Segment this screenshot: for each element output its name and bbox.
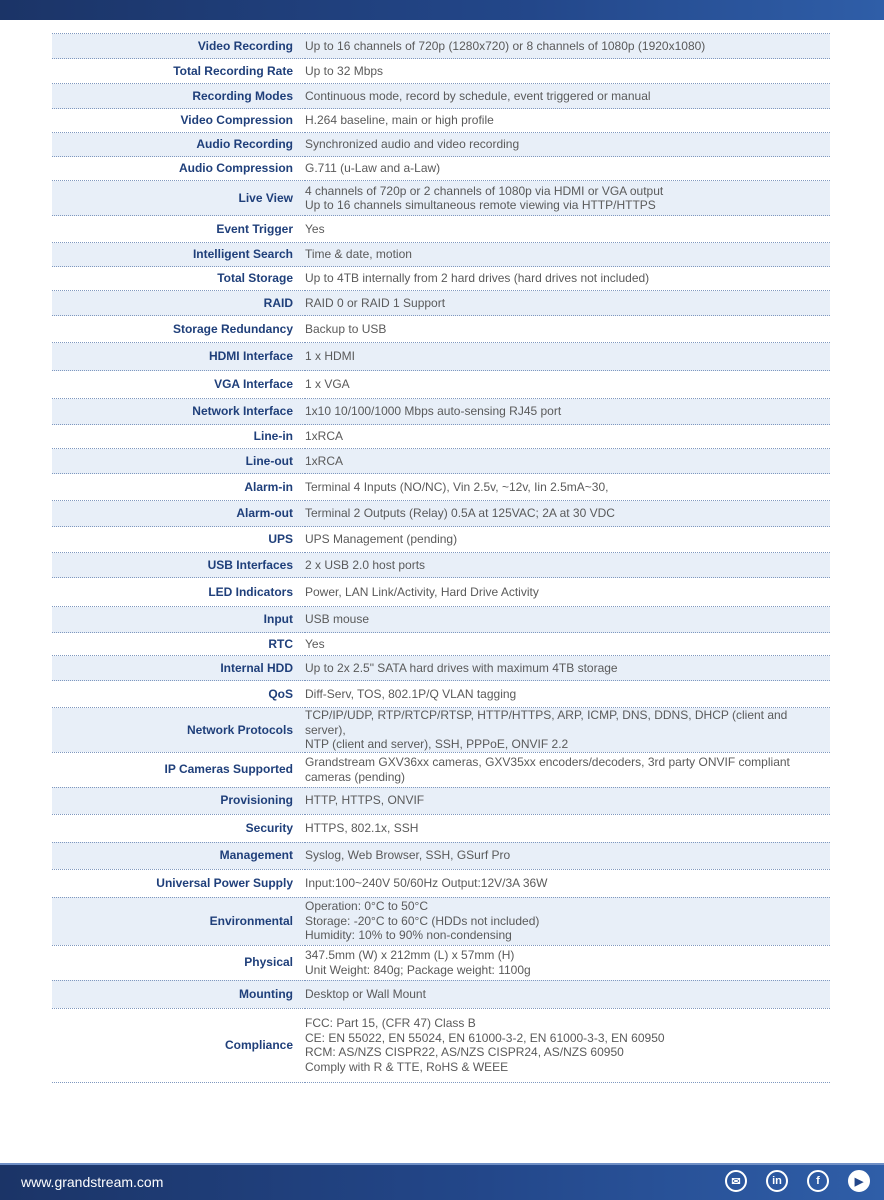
spec-value — [305, 633, 830, 656]
spec-label: Network Protocols — [52, 708, 305, 753]
spec-label: Network Interface — [52, 399, 305, 425]
spec-value — [305, 578, 830, 607]
spec-value — [305, 814, 830, 842]
spec-value-line: Up to 16 channels of 720p (1280x720) or 8 channels of 1080p (1920x1080) — [305, 38, 706, 53]
spec-value-line: Diff-Serv, TOS, 802.1P/Q VLAN tagging — [305, 686, 517, 701]
spec-row — [52, 814, 830, 842]
spec-value-line: UPS Management (pending) — [305, 532, 458, 547]
spec-value-line: HTTPS, 802.1x, SSH — [305, 820, 419, 835]
spec-label: Environmental — [52, 897, 305, 945]
spec-row — [52, 243, 830, 267]
spec-value-line: RAID 0 or RAID 1 Support — [305, 295, 446, 310]
spec-value — [305, 181, 830, 216]
spec-value-line: Operation: 0°C to 50°C — [305, 899, 428, 914]
youtube-icon[interactable]: ▶ — [848, 1170, 870, 1192]
spec-value — [305, 59, 830, 84]
spec-row — [52, 59, 830, 84]
spec-value — [305, 501, 830, 527]
spec-value-line: 4 channels of 720p or 2 channels of 1080p via HDMI or VGA output — [305, 183, 664, 198]
spec-label: USB Interfaces — [52, 553, 305, 578]
spec-row — [52, 527, 830, 553]
spec-row — [52, 157, 830, 181]
spec-value — [305, 681, 830, 708]
spec-row — [52, 474, 830, 501]
spec-row — [52, 897, 830, 945]
spec-value-line: Power, LAN Link/Activity, Hard Drive Activity — [305, 584, 539, 599]
spec-row — [52, 869, 830, 897]
spec-row — [52, 633, 830, 656]
spec-value-line: 1x10 10/100/1000 Mbps auto-sensing RJ45 port — [305, 404, 562, 419]
spec-row — [52, 343, 830, 371]
spec-value-line: TCP/IP/UDP, RTP/RTCP/RTSP, HTTP/HTTPS, ARP, ICMP, DNS, DDNS, DHCP (client and server), — [305, 708, 788, 737]
spec-label: Video Recording — [52, 34, 305, 59]
spec-value-line: RCM: AS/NZS CISPR22, AS/NZS CISPR24, AS/NZS 60950 — [305, 1045, 624, 1059]
spec-value-line: Backup to USB — [305, 321, 387, 336]
spec-value-line: H.264 baseline, main or high profile — [305, 113, 494, 128]
spec-label: Recording Modes — [52, 84, 305, 109]
spec-value-line: 347.5mm (W) x 212mm (L) x 57mm (H) — [305, 948, 515, 962]
spec-label: Total Storage — [52, 267, 305, 291]
spec-value-line: Humidity: 10% to 90% non-condensing — [305, 928, 512, 943]
spec-value-line: USB mouse — [305, 612, 370, 627]
footer — [0, 1163, 884, 1200]
spec-row — [52, 578, 830, 607]
spec-value-line: Unit Weight: 840g; Package weight: 1100g — [305, 962, 531, 977]
spec-label: Input — [52, 607, 305, 633]
spec-label: Security — [52, 814, 305, 842]
social-icons — [725, 1170, 870, 1192]
spec-label: Event Trigger — [52, 216, 305, 243]
spec-label: RAID — [52, 291, 305, 316]
spec-value-line: HTTP, HTTPS, ONVIF — [305, 793, 425, 808]
spec-value — [305, 371, 830, 399]
spec-label: HDMI Interface — [52, 343, 305, 371]
top-banner — [0, 0, 884, 20]
spec-row — [52, 399, 830, 425]
spec-value-line: 1xRCA — [305, 453, 344, 468]
spec-row — [52, 133, 830, 157]
spec-label: RTC — [52, 633, 305, 656]
spec-value — [305, 109, 830, 133]
spec-value — [305, 708, 830, 753]
spec-label: UPS — [52, 527, 305, 553]
spec-value — [305, 243, 830, 267]
spec-row — [52, 109, 830, 133]
spec-value — [305, 216, 830, 243]
spec-label: Storage Redundancy — [52, 316, 305, 343]
spec-value-line: Grandstream GXV36xx cameras, GXV35xx encoders/decoders, 3rd party ONVIF compliant — [305, 755, 790, 769]
spec-table — [52, 33, 830, 1083]
spec-value — [305, 527, 830, 553]
spec-row — [52, 553, 830, 578]
spec-label: VGA Interface — [52, 371, 305, 399]
spec-value-line: Up to 4TB internally from 2 hard drives (hard drives not included) — [305, 271, 650, 286]
spec-label: Live View — [52, 181, 305, 216]
spec-value-line: cameras (pending) — [305, 769, 406, 784]
spec-row — [52, 34, 830, 59]
spec-row — [52, 501, 830, 527]
spec-value-line: CE: EN 55022, EN 55024, EN 61000-3-2, EN 61000-3-3, EN 60950 — [305, 1030, 665, 1045]
spec-label: Mounting — [52, 980, 305, 1008]
spec-label: Alarm-in — [52, 474, 305, 501]
spec-value — [305, 157, 830, 181]
spec-value — [305, 34, 830, 59]
spec-row — [52, 752, 830, 787]
spec-value-line: Yes — [305, 221, 325, 236]
spec-value — [305, 449, 830, 474]
spec-value — [305, 553, 830, 578]
spec-value — [305, 474, 830, 501]
spec-value-line: FCC: Part 15, (CFR 47) Class B — [305, 1016, 476, 1030]
spec-label: Provisioning — [52, 787, 305, 814]
spec-value — [305, 291, 830, 316]
spec-value — [305, 842, 830, 869]
spec-value-line: Up to 16 channels simultaneous remote viewing via HTTP/HTTPS — [305, 198, 656, 212]
spec-row — [52, 842, 830, 869]
spec-value-line: 1xRCA — [305, 429, 344, 444]
facebook-icon[interactable]: f — [807, 1170, 829, 1192]
spec-label: Physical — [52, 945, 305, 980]
linkedin-icon[interactable]: in — [766, 1170, 788, 1192]
spec-value-line: Comply with R & TTE, RoHS & WEEE — [305, 1059, 509, 1074]
spec-value-line: Syslog, Web Browser, SSH, GSurf Pro — [305, 848, 511, 863]
spec-label: Intelligent Search — [52, 243, 305, 267]
spec-label: Line-out — [52, 449, 305, 474]
spec-value-line: Up to 2x 2.5" SATA hard drives with maximum 4TB storage — [305, 660, 618, 675]
spec-value-line: Time & date, motion — [305, 247, 412, 262]
spec-value — [305, 343, 830, 371]
spec-row — [52, 656, 830, 681]
spec-value-line: Continuous mode, record by schedule, event triggered or manual — [305, 88, 651, 103]
spec-row — [52, 708, 830, 753]
spec-value-line: NTP (client and server), SSH, PPPoE, ONVIF 2.2 — [305, 737, 569, 751]
spec-value — [305, 267, 830, 291]
spec-row — [52, 607, 830, 633]
spec-value — [305, 425, 830, 449]
spec-row — [52, 425, 830, 449]
spec-label: Line-in — [52, 425, 305, 449]
spec-value — [305, 316, 830, 343]
spec-label: Compliance — [52, 1008, 305, 1082]
spec-label: Audio Compression — [52, 157, 305, 181]
spec-label: Total Recording Rate — [52, 59, 305, 84]
spec-label: Management — [52, 842, 305, 869]
spec-row — [52, 371, 830, 399]
spec-label: Alarm-out — [52, 501, 305, 527]
spec-row — [52, 980, 830, 1008]
spec-row — [52, 449, 830, 474]
spec-value — [305, 980, 830, 1008]
spec-value — [305, 399, 830, 425]
spec-label: Universal Power Supply — [52, 869, 305, 897]
spec-row — [52, 84, 830, 109]
spec-value — [305, 869, 830, 897]
spec-value — [305, 787, 830, 814]
spec-value-line: Synchronized audio and video recording — [305, 137, 520, 152]
spec-value — [305, 897, 830, 945]
spec-row — [52, 181, 830, 216]
spec-value-line: Storage: -20°C to 60°C (HDDs not included) — [305, 913, 540, 928]
spec-row — [52, 681, 830, 708]
spec-row — [52, 216, 830, 243]
spec-value-line: 2 x USB 2.0 host ports — [305, 557, 426, 572]
spec-label: LED Indicators — [52, 578, 305, 607]
spec-label: Internal HDD — [52, 656, 305, 681]
spec-label: Audio Recording — [52, 133, 305, 157]
spec-row — [52, 291, 830, 316]
spec-row — [52, 945, 830, 980]
spec-value — [305, 607, 830, 633]
spec-row — [52, 316, 830, 343]
spec-value-line: Yes — [305, 636, 325, 651]
spec-value — [305, 1008, 830, 1082]
spec-value-line: Terminal 2 Outputs (Relay) 0.5A at 125VAC; 2A at 30 VDC — [305, 506, 615, 521]
spec-value-line: 1 x HDMI — [305, 349, 356, 364]
spec-value — [305, 656, 830, 681]
spec-value-line: Terminal 4 Inputs (NO/NC), Vin 2.5v, ~12v, Iin 2.5mA~30, — [305, 479, 609, 494]
spec-label: Video Compression — [52, 109, 305, 133]
spec-label: QoS — [52, 681, 305, 708]
spec-value-line: G.711 (u-Law and a-Law) — [305, 161, 441, 176]
spec-row — [52, 787, 830, 814]
spec-value — [305, 133, 830, 157]
spec-value — [305, 84, 830, 109]
email-icon[interactable]: ✉ — [725, 1170, 747, 1192]
spec-row — [52, 267, 830, 291]
spec-value-line: Up to 32 Mbps — [305, 63, 384, 78]
spec-label: IP Cameras Supported — [52, 752, 305, 787]
spec-value — [305, 945, 830, 980]
spec-value-line: 1 x VGA — [305, 377, 350, 392]
spec-value — [305, 752, 830, 787]
spec-value-line: Input:100~240V 50/60Hz Output:12V/3A 36W — [305, 875, 548, 890]
spec-value-line: Desktop or Wall Mount — [305, 986, 426, 1001]
website-link[interactable]: www.grandstream.com — [21, 1174, 164, 1190]
spec-row — [52, 1008, 830, 1082]
